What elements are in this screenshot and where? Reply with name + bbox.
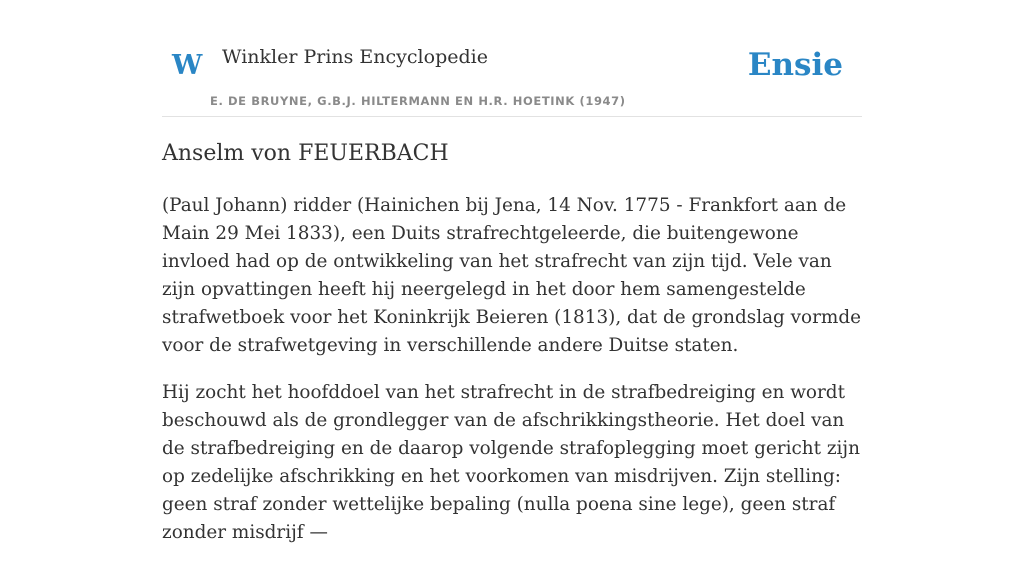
- ensie-logo[interactable]: Ensie: [747, 47, 843, 83]
- article-body: [162, 192, 862, 566]
- authors-line: E. DE BRUYNE, G.B.J. HILTERMANN EN H.R. HOETINK (1947): [210, 94, 626, 108]
- site-header: [162, 0, 862, 117]
- site-title[interactable]: Winkler Prins Encyclopedie: [222, 46, 488, 68]
- winkler-prins-logo-icon[interactable]: W: [172, 50, 203, 81]
- article-title: Anselm von FEUERBACH: [162, 141, 449, 166]
- article-paragraph: (Paul Johann) ridder (Hainichen bij Jena, 14 Nov. 1775 - Frankfort aan de Main 29 Mei 1833), een Duits strafrechtgeleerde, die buitengewone invloed had op de ontwikkeling van het strafrecht van zijn tijd. Vele van zijn opvattingen heeft hij neergelegd in het door hem samengestelde strafwetboek voor het Koninkrijk Beieren (1813), dat de grondslag vormde voor de strafwetgeving in verschillende andere Duitse staten.: [162, 195, 862, 356]
- article-paragraph: Hij zocht het hoofddoel van het strafrecht in de strafbedreiging en wordt beschouwd als de grondlegger van de afschrikkingstheorie. Het doel van de strafbedreiging en de daarop volgende strafoplegging moet gericht zijn op zedelijke afschrikking en het voorkomen van misdrijven. Zijn stelling: geen straf zonder wettelijke bepaling (nulla poena sine lege), geen straf zonder misdrijf —: [162, 382, 860, 543]
